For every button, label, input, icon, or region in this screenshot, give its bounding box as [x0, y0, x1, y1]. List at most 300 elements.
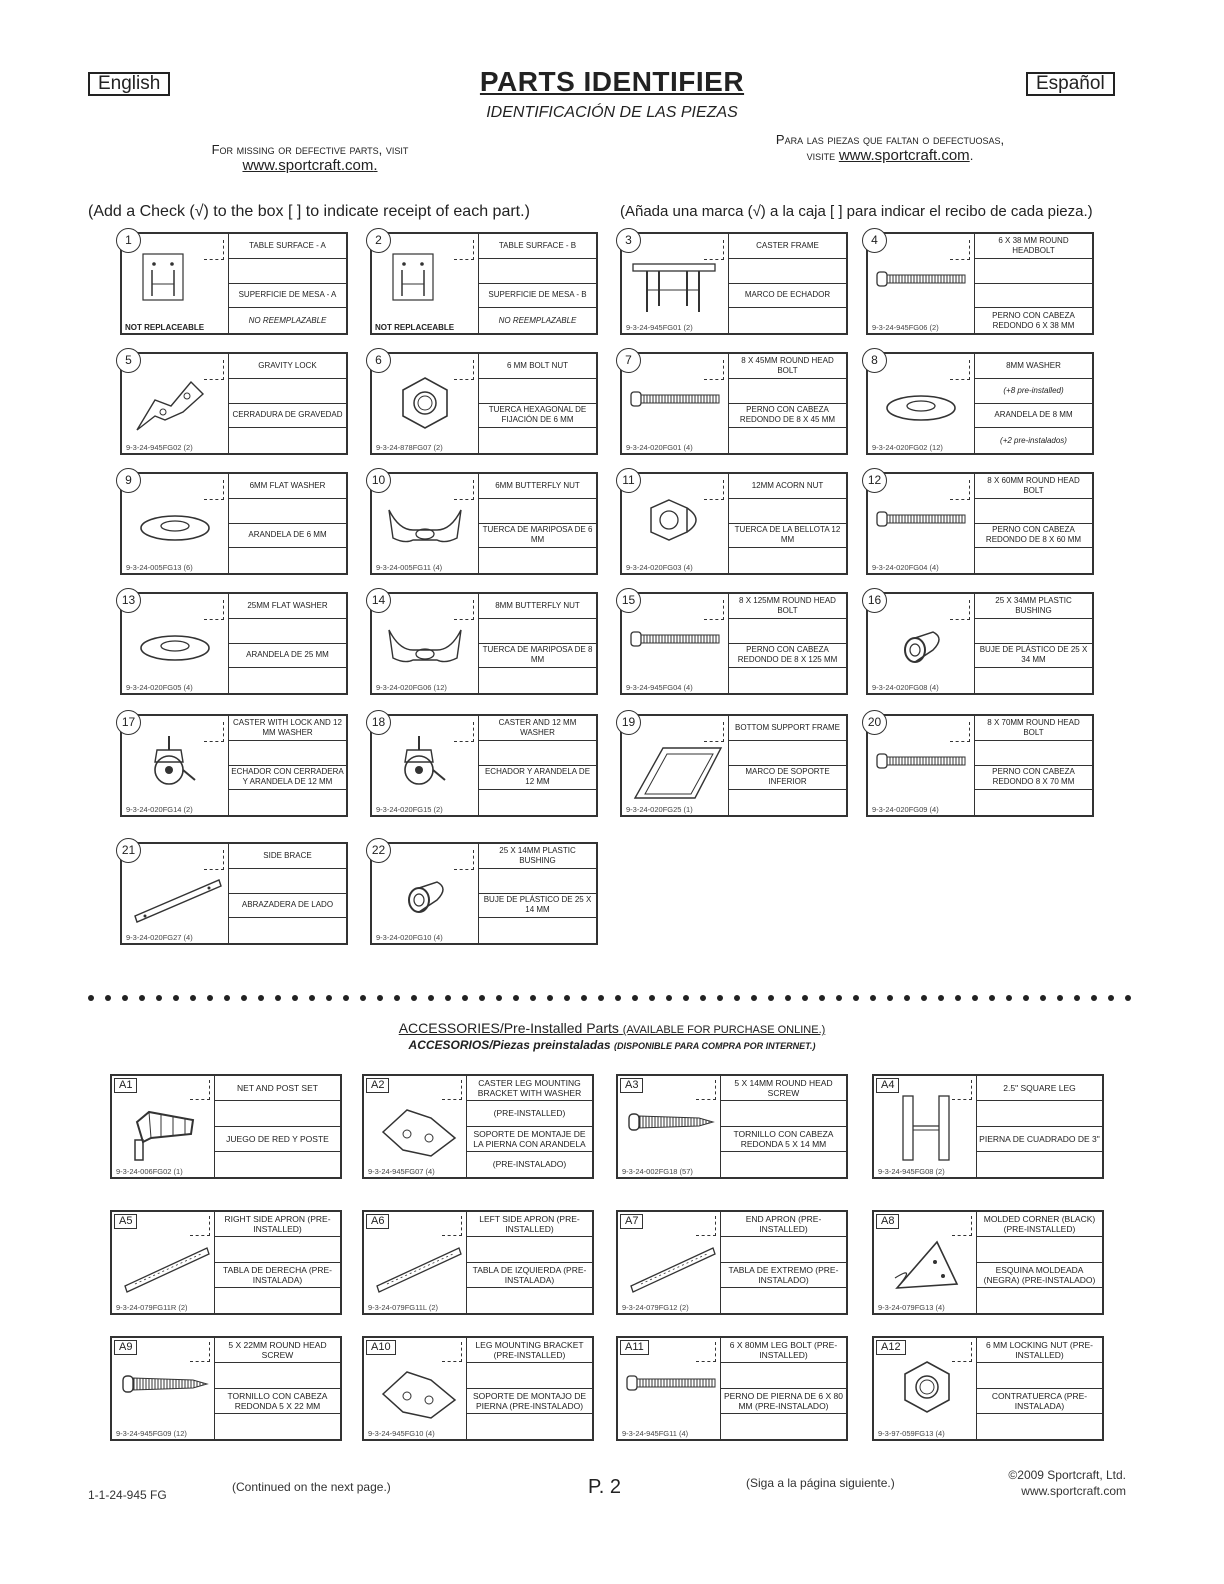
part-label-row	[229, 619, 346, 644]
accessory-code: 9-3-24-945FG11 (4)	[622, 1429, 689, 1438]
part-description	[974, 234, 1092, 333]
accessory-label-row	[215, 1414, 340, 1439]
part-label-row	[229, 259, 346, 284]
part-card	[866, 232, 1094, 335]
accessory-label-row: LEFT SIDE APRON (PRE-INSTALLED)	[467, 1212, 592, 1237]
accessory-label-row	[467, 1288, 592, 1313]
part-label-row	[229, 790, 346, 815]
accessory-label-row: (PRE-INSTALADO)	[492, 1159, 567, 1170]
part-label-row: SIDE BRACE	[229, 844, 346, 869]
part-label-row	[229, 379, 346, 404]
part-number: 9	[116, 468, 141, 493]
divider-dot	[547, 995, 553, 1001]
part-code: 9-3-24-005FG13 (6)	[126, 563, 193, 572]
part-label-row: TUERCA DE MARIPOSA DE 6 MM	[479, 524, 596, 549]
part-label-row: PERNO CON CABEZA REDONDO DE 8 X 125 MM	[729, 644, 846, 669]
part-label-row: ECHADOR Y ARANDELA DE 12 MM	[479, 766, 596, 791]
part-label-row: 6MM BUTTERFLY NUT	[479, 474, 596, 499]
divider-dot	[360, 995, 366, 1001]
part-description	[974, 594, 1092, 693]
accessory-card	[362, 1336, 594, 1441]
part-label-row	[729, 499, 846, 524]
part-label-row	[729, 790, 846, 815]
divider-dot	[887, 995, 893, 1001]
part-label-row	[729, 741, 846, 766]
accessory-label-row: END APRON (PRE-INSTALLED)	[721, 1212, 846, 1237]
divider-dot	[989, 995, 995, 1001]
accessory-tag: A3	[620, 1078, 643, 1093]
accessory-label-row	[721, 1363, 846, 1388]
missing-text-es: Para las piezas que faltan o defectuosas,	[775, 132, 1005, 147]
divider-dot	[156, 995, 162, 1001]
accessory-tag: A4	[876, 1078, 899, 1093]
receipt-checkbox[interactable]	[454, 600, 474, 620]
divider-dot	[377, 995, 383, 1001]
part-number: 6	[366, 348, 391, 373]
part-label-row	[975, 284, 1092, 309]
receipt-checkbox[interactable]	[696, 1080, 716, 1100]
part-code: 9-3-24-020FG01 (4)	[626, 443, 693, 452]
accessory-label-row	[977, 1152, 1102, 1177]
part-label-row: MARCO DE ECHADOR	[729, 284, 846, 309]
page-title: PARTS IDENTIFIER	[479, 66, 745, 97]
english-label: English	[88, 72, 170, 96]
accessory-description	[214, 1338, 340, 1439]
part-label-row	[479, 379, 596, 404]
accessory-code: 9-3-24-079FG11R (2)	[116, 1303, 188, 1312]
divider-dot	[224, 995, 230, 1001]
part-number: 17	[116, 710, 141, 735]
part-label-row	[729, 548, 846, 573]
part-number: 16	[862, 588, 887, 613]
part-card	[620, 232, 848, 335]
part-card	[370, 592, 598, 695]
part-label-row	[975, 499, 1092, 524]
part-number: 19	[616, 710, 641, 735]
part-description	[478, 716, 596, 815]
accessory-description	[976, 1212, 1102, 1313]
part-label-row: (+8 pre-installed)	[975, 379, 1092, 404]
accessory-code: 9-3-24-079FG11L (2)	[368, 1303, 439, 1312]
accessory-code: 9-3-24-945FG10 (4)	[368, 1429, 435, 1438]
receipt-checkbox[interactable]	[190, 1342, 210, 1362]
divider-dot	[734, 995, 740, 1001]
part-card	[866, 714, 1094, 817]
divider-dot	[173, 995, 179, 1001]
part-code: 9-3-24-020FG02 (12)	[872, 443, 943, 452]
accessory-label-row: RIGHT SIDE APRON (PRE-INSTALLED)	[215, 1212, 340, 1237]
accessory-label-row: TABLA DE DERECHA (PRE-INSTALADA)	[215, 1263, 340, 1288]
receipt-checkbox[interactable]	[696, 1216, 716, 1236]
receipt-checkbox[interactable]	[204, 850, 224, 870]
divider-dot	[564, 995, 570, 1001]
receipt-checkbox[interactable]	[950, 722, 970, 742]
part-number: 7	[616, 348, 641, 373]
part-number: 14	[366, 588, 391, 613]
receipt-checkbox[interactable]	[704, 722, 724, 742]
website-link-en[interactable]: www.sportcraft.com.	[242, 157, 378, 174]
part-number: 5	[116, 348, 141, 373]
receipt-checkbox[interactable]	[704, 480, 724, 500]
accessory-label-row: LEG MOUNTING BRACKET (PRE-INSTALLED)	[467, 1338, 592, 1363]
accessory-description	[214, 1212, 340, 1313]
part-label-row: 8 X 125MM ROUND HEAD BOLT	[729, 594, 846, 619]
accessory-label-row	[977, 1414, 1102, 1439]
receipt-checkbox[interactable]	[204, 722, 224, 742]
accessory-label-row: 2.5" SQUARE LEG	[977, 1076, 1102, 1101]
divider-dot	[105, 995, 111, 1001]
divider-dot	[717, 995, 723, 1001]
divider-dot	[683, 995, 689, 1001]
part-label-row: 12MM ACORN NUT	[729, 474, 846, 499]
divider-dot	[207, 995, 213, 1001]
part-label-row: PERNO CON CABEZA REDONDO 6 X 38 MM	[992, 310, 1075, 330]
part-code: NOT REPLACEABLE	[125, 323, 205, 332]
part-label-row: SUPERFICIE DE MESA - A	[229, 284, 346, 309]
accessory-tag: A12	[876, 1340, 906, 1355]
receipt-checkbox[interactable]	[190, 1080, 210, 1100]
part-card	[370, 232, 598, 335]
accessory-card	[872, 1074, 1104, 1179]
page-number: P. 2	[588, 1476, 621, 1498]
divider-dot	[666, 995, 672, 1001]
part-card	[120, 842, 348, 945]
accessory-label-row: PERNO DE PIERNA DE 6 X 80 MM (PRE-INSTALADO)	[721, 1389, 846, 1414]
part-label-row: 8 X 45MM ROUND HEAD BOLT	[729, 354, 846, 379]
part-description	[478, 354, 596, 453]
divider-dot	[1057, 995, 1063, 1001]
part-code: 9-3-24-020FG27 (4)	[126, 933, 193, 942]
receipt-checkbox[interactable]	[950, 240, 970, 260]
part-code: 9-3-24-945FG06 (2)	[872, 323, 939, 332]
missing-parts-note-es	[720, 132, 1060, 164]
divider-dot	[513, 995, 519, 1001]
divider-dot	[258, 995, 264, 1001]
part-number: 21	[116, 838, 141, 863]
accessory-code: 9-3-97-059FG13 (4)	[878, 1429, 945, 1438]
receipt-checkbox[interactable]	[704, 600, 724, 620]
part-card	[120, 472, 348, 575]
accessory-tag: A10	[366, 1340, 396, 1355]
receipt-checkbox[interactable]	[442, 1342, 462, 1362]
part-label-row: TUERCA DE LA BELLOTA 12 MM	[729, 524, 846, 549]
check-instruction-es: (Añada una marca (√) a la caja [ ] para indicar el recibo de cada pieza.)	[620, 203, 1093, 220]
part-label-row	[975, 548, 1092, 573]
part-label-row	[729, 619, 846, 644]
part-card	[620, 352, 848, 455]
divider-dot	[955, 995, 961, 1001]
part-number: 2	[366, 228, 391, 253]
accessory-card	[616, 1336, 848, 1441]
part-code: 9-3-24-020FG08 (4)	[872, 683, 939, 692]
part-label-row: 6MM FLAT WASHER	[229, 474, 346, 499]
part-label-row	[229, 428, 346, 453]
divider-dot	[615, 995, 621, 1001]
part-label-row	[729, 259, 846, 284]
receipt-checkbox[interactable]	[204, 240, 224, 260]
receipt-checkbox[interactable]	[454, 850, 474, 870]
part-card	[370, 842, 598, 945]
part-label-row: NO REEMPLAZABLE	[248, 315, 327, 325]
part-description	[228, 474, 346, 573]
part-description	[728, 594, 846, 693]
part-label-row	[479, 259, 596, 284]
doc-code: 1-1-24-945 FG	[88, 1488, 167, 1502]
part-label-row	[229, 499, 346, 524]
part-description	[228, 594, 346, 693]
part-label-row	[729, 379, 846, 404]
part-number: 4	[862, 228, 887, 253]
part-description	[228, 354, 346, 453]
accessory-label-row	[721, 1288, 846, 1313]
part-label-row: ECHADOR CON CERRADERA Y ARANDELA DE 12 MM	[229, 766, 346, 791]
accessory-tag: A2	[366, 1078, 389, 1093]
divider-dot	[972, 995, 978, 1001]
accessory-label-row	[721, 1414, 846, 1439]
accessory-tag: A8	[876, 1214, 899, 1229]
accessory-code: 9-3-24-079FG13 (4)	[878, 1303, 945, 1312]
receipt-checkbox[interactable]	[190, 1216, 210, 1236]
receipt-checkbox[interactable]	[952, 1216, 972, 1236]
receipt-checkbox[interactable]	[950, 600, 970, 620]
part-code: NOT REPLACEABLE	[375, 323, 455, 332]
accessory-label-row: TORNILLO CON CABEZA REDONDA 5 X 22 MM	[215, 1389, 340, 1414]
part-code: 9-3-24-020FG10 (4)	[376, 933, 443, 942]
part-number: 18	[366, 710, 391, 735]
divider-dot	[938, 995, 944, 1001]
divider-dot	[819, 995, 825, 1001]
divider-dot	[326, 995, 332, 1001]
continued-note-es: (Siga a la página siguiente.)	[746, 1476, 895, 1490]
receipt-checkbox[interactable]	[454, 480, 474, 500]
divider-dot	[275, 995, 281, 1001]
accessory-code: 9-3-24-945FG07 (4)	[368, 1167, 435, 1176]
receipt-checkbox[interactable]	[454, 240, 474, 260]
accessory-tag: A9	[114, 1340, 137, 1355]
accessory-label-row	[215, 1237, 340, 1262]
receipt-checkbox[interactable]	[696, 1342, 716, 1362]
accessory-description	[466, 1338, 592, 1439]
part-label-row: ARANDELA DE 25 MM	[229, 644, 346, 669]
accessory-label-row: MOLDED CORNER (BLACK) (PRE-INSTALLED)	[977, 1212, 1102, 1237]
part-code: 9-3-24-020FG09 (4)	[872, 805, 939, 814]
receipt-checkbox[interactable]	[950, 360, 970, 380]
accessory-label-row	[721, 1237, 846, 1262]
part-description	[728, 716, 846, 815]
part-card	[370, 714, 598, 817]
website-link-es[interactable]: www.sportcraft.com	[838, 147, 970, 164]
part-description	[478, 844, 596, 943]
part-description	[974, 716, 1092, 815]
part-number: 15	[616, 588, 641, 613]
accessory-label-row	[977, 1237, 1102, 1262]
accessory-label-row: TABLA DE IZQUIERDA (PRE-INSTALADA)	[467, 1263, 592, 1288]
part-label-row: TABLE SURFACE - B	[479, 234, 596, 259]
accessory-label-row	[215, 1152, 340, 1177]
part-code: 9-3-24-945FG04 (4)	[626, 683, 693, 692]
part-label-row: 6 MM BOLT NUT	[479, 354, 596, 379]
divider-dot	[88, 995, 94, 1001]
accessories-subtitle: ACCESORIOS/Piezas preinstaladas (DISPONIBLE PARA COMPRA POR INTERNET.)	[408, 1038, 816, 1052]
part-label-row	[975, 741, 1092, 766]
accessory-code: 9-3-24-006FG02 (1)	[116, 1167, 183, 1176]
receipt-checkbox[interactable]	[704, 360, 724, 380]
accessory-label-row: 6 X 80MM LEG BOLT (PRE-INSTALLED)	[721, 1338, 846, 1363]
part-label-row	[229, 869, 346, 894]
accessory-code: 9-3-24-945FG08 (2)	[878, 1167, 945, 1176]
footer-website[interactable]: www.sportcraft.com	[1021, 1484, 1126, 1498]
receipt-checkbox[interactable]	[204, 360, 224, 380]
accessory-label-row: SOPORTE DE MONTAJE DE LA PIERNA CON ARANDELA	[467, 1127, 592, 1152]
accessory-label-row	[977, 1363, 1102, 1388]
part-label-row	[975, 668, 1092, 693]
accessory-description	[214, 1076, 340, 1177]
check-instruction-en: (Add a Check (√) to the box [ ] to indicate receipt of each part.)	[88, 203, 530, 220]
part-code: 9-3-24-020FG03 (4)	[626, 563, 693, 572]
part-label-row: NO REEMPLAZABLE	[498, 315, 577, 325]
accessory-description	[976, 1338, 1102, 1439]
accessory-tag: A6	[366, 1214, 389, 1229]
part-code: 9-3-24-878FG07 (2)	[376, 443, 443, 452]
receipt-checkbox[interactable]	[454, 722, 474, 742]
section-divider	[88, 995, 1138, 1005]
divider-dot	[904, 995, 910, 1001]
receipt-checkbox[interactable]	[952, 1342, 972, 1362]
part-label-row: 6 X 38 MM ROUND HEADBOLT	[975, 234, 1092, 259]
divider-dot	[581, 995, 587, 1001]
accessory-card	[616, 1074, 848, 1179]
accessory-label-row	[977, 1101, 1102, 1126]
part-description	[228, 234, 346, 333]
part-code: 9-3-24-020FG25 (1)	[626, 805, 693, 814]
part-label-row: CASTER FRAME	[729, 234, 846, 259]
accessory-label-row: CONTRATUERCA (PRE-INSTALADA)	[977, 1389, 1102, 1414]
part-label-row	[479, 790, 596, 815]
part-card	[370, 352, 598, 455]
part-label-row	[479, 548, 596, 573]
accessory-label-row	[215, 1363, 340, 1388]
accessory-label-row: ESQUINA MOLDEADA (NEGRA) (PRE-INSTALADO)	[977, 1263, 1102, 1288]
accessory-label-row: 6 MM LOCKING NUT (PRE-INSTALLED)	[977, 1338, 1102, 1363]
part-label-row: CASTER AND 12 MM WASHER	[479, 716, 596, 741]
divider-dot	[411, 995, 417, 1001]
part-label-row: TUERCA DE MARIPOSA DE 8 MM	[479, 644, 596, 669]
part-label-row	[229, 548, 346, 573]
part-number: 8	[862, 348, 887, 373]
part-label-row: PERNO CON CABEZA REDONDO 8 X 70 MM	[975, 766, 1092, 791]
part-label-row	[479, 499, 596, 524]
part-label-row	[229, 741, 346, 766]
divider-dot	[1023, 995, 1029, 1001]
part-label-row: TUERCA HEXAGONAL DE FIJACIÓN DE 6 MM	[479, 404, 596, 429]
divider-dot	[632, 995, 638, 1001]
accessory-tag: A11	[620, 1340, 649, 1355]
part-label-row: ARANDELA DE 8 MM	[975, 404, 1092, 429]
receipt-checkbox[interactable]	[950, 480, 970, 500]
accessory-label-row: TORNILLO CON CABEZA REDONDA 5 X 14 MM	[721, 1127, 846, 1152]
accessory-card	[362, 1074, 594, 1179]
part-label-row	[229, 918, 346, 943]
part-label-row: 25 X 14MM PLASTIC BUSHING	[479, 844, 596, 869]
part-code: 9-3-24-020FG15 (2)	[376, 805, 443, 814]
accessory-label-row	[721, 1101, 846, 1126]
receipt-checkbox[interactable]	[204, 480, 224, 500]
divider-dot	[343, 995, 349, 1001]
part-description	[728, 234, 846, 333]
part-code: 9-3-24-945FG01 (2)	[626, 323, 693, 332]
accessory-description	[720, 1338, 846, 1439]
website-line-es: visite www.sportcraft.com.	[806, 147, 974, 164]
part-label-row: ABRAZADERA DE LADO	[229, 894, 346, 919]
accessory-card	[616, 1210, 848, 1315]
part-code: 9-3-24-020FG06 (12)	[376, 683, 447, 692]
accessory-label-row: JUEGO DE RED Y POSTE	[215, 1127, 340, 1152]
divider-dot	[122, 995, 128, 1001]
receipt-checkbox[interactable]	[442, 1216, 462, 1236]
receipt-checkbox[interactable]	[442, 1080, 462, 1100]
part-label-row: TABLE SURFACE - A	[229, 234, 346, 259]
part-card	[120, 232, 348, 335]
accessory-card	[872, 1210, 1104, 1315]
accessory-label-row	[977, 1288, 1102, 1313]
part-code: 9-3-24-005FG11 (4)	[376, 563, 443, 572]
missing-text-en: For missing or defective parts, visit	[211, 142, 409, 157]
divider-dot	[1091, 995, 1097, 1001]
espanol-label: Español	[1026, 72, 1115, 96]
receipt-checkbox[interactable]	[204, 600, 224, 620]
part-card	[866, 472, 1094, 575]
accessory-code: 9-3-24-002FG18 (57)	[622, 1167, 693, 1176]
part-label-row: CERRADURA DE GRAVEDAD	[229, 404, 346, 429]
accessory-code: 9-3-24-079FG12 (2)	[622, 1303, 689, 1312]
divider-dot	[394, 995, 400, 1001]
divider-dot	[802, 995, 808, 1001]
accessory-label-row	[467, 1237, 592, 1262]
part-card	[866, 352, 1094, 455]
part-label-row: CASTER WITH LOCK AND 12 MM WASHER	[229, 716, 346, 741]
part-label-row: BUJE DE PLÁSTICO DE 25 X 14 MM	[479, 894, 596, 919]
copyright: ©2009 Sportcraft, Ltd.	[1008, 1468, 1126, 1482]
divider-dot	[1108, 995, 1114, 1001]
accessory-label-row: NET AND POST SET	[215, 1076, 340, 1101]
part-label-row: BUJE DE PLÁSTICO DE 25 X 34 MM	[975, 644, 1092, 669]
part-card	[620, 592, 848, 695]
part-label-row: ARANDELA DE 6 MM	[229, 524, 346, 549]
part-card	[120, 714, 348, 817]
receipt-checkbox[interactable]	[454, 360, 474, 380]
receipt-checkbox[interactable]	[952, 1080, 972, 1100]
accessory-label-row	[467, 1414, 592, 1439]
receipt-checkbox[interactable]	[704, 240, 724, 260]
accessory-tag: A7	[620, 1214, 643, 1229]
accessory-description	[720, 1076, 846, 1177]
part-description	[478, 474, 596, 573]
part-label-row	[975, 790, 1092, 815]
part-label-row: 25 X 34MM PLASTIC BUSHING	[975, 594, 1092, 619]
part-description	[974, 354, 1092, 453]
part-label-row	[975, 259, 1092, 284]
part-number: 11	[616, 468, 641, 493]
accessory-card	[872, 1336, 1104, 1441]
part-code: 9-3-24-020FG04 (4)	[872, 563, 939, 572]
part-label-row: GRAVITY LOCK	[229, 354, 346, 379]
accessory-label-row: TABLA DE EXTREMO (PRE-INSTALADO)	[721, 1263, 846, 1288]
divider-dot	[309, 995, 315, 1001]
accessory-card	[362, 1210, 594, 1315]
part-label-row: PERNO CON CABEZA REDONDO DE 8 X 45 MM	[729, 404, 846, 429]
accessory-label-row: 5 X 14MM ROUND HEAD SCREW	[721, 1076, 846, 1101]
accessory-description	[466, 1212, 592, 1313]
